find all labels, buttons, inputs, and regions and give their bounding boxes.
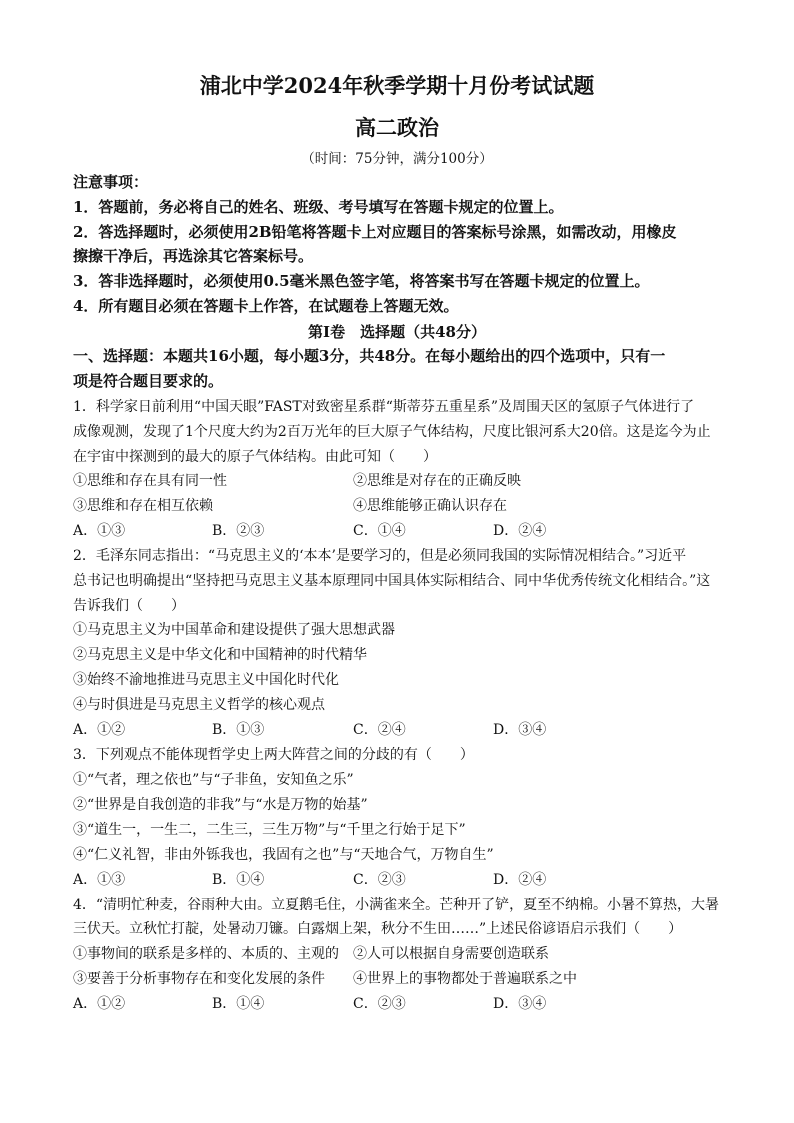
q1-choice-c: C．①④	[353, 523, 406, 539]
q2-stem-1: 2．毛泽东同志指出：“马克思主义的‘本本’是要学习的，但是必须同我国的实际情况相结合。”习近平	[73, 548, 687, 564]
q4-stem-2: 三伏天。立秋忙打靛，处暑动刀镰。白露烟上架，秋分不生田……”上述民俗谚语启示我们（ ）	[73, 921, 683, 937]
q3-statement-2: ②“世界是自我创造的非我”与“水是万物的始基”	[73, 797, 368, 813]
q2-choice-a: A．①②	[73, 722, 126, 738]
q3-statement-4: ④“仁义礼智，非由外铄我也，我固有之也”与“天地合气，万物自生”	[73, 847, 494, 863]
q1-statement-1: ①思维和存在具有同一性	[73, 473, 227, 489]
section-title: 第Ⅰ卷 选择题（共48分）	[308, 323, 486, 341]
section-intro-a: 一、选择题：本题共16小题，每小题3分，共48分。在每小题给出的四个选项中，只有一	[73, 347, 666, 365]
q4-choice-c: C．②③	[353, 996, 406, 1012]
q4-statement-3: ③要善于分析事物存在和变化发展的条件	[73, 971, 325, 987]
exam-title: 浦北中学2024年秋季学期十月份考试试题	[199, 73, 595, 98]
q3-choice-a: A．①③	[73, 872, 126, 888]
q1-choice-d: D．②④	[493, 523, 547, 539]
q3-statement-1: ①“气者，理之依也”与“子非鱼，安知鱼之乐”	[73, 772, 354, 788]
notice-line-3: 3．答非选择题时，必须使用0.5毫米黑色签字笔，将答案书写在答题卡规定的位置上。	[73, 272, 650, 290]
q1-statement-2: ②思维是对存在的正确反映	[353, 473, 521, 489]
notice-heading: 注意事项：	[73, 173, 149, 191]
q2-stem-3: 告诉我们（ ）	[73, 598, 185, 614]
q1-statement-3: ③思维和存在相互依赖	[73, 498, 213, 514]
q2-stem-2: 总书记也明确提出“坚持把马克思主义基本原理同中国具体实际相结合、同中华优秀传统文化相结合。”这	[73, 573, 711, 589]
q4-statement-2: ②人可以根据自身需要创造联系	[353, 946, 549, 962]
time-note: （时间：75分钟，满分100分）	[301, 151, 493, 167]
q2-statement-3: ③始终不渝地推进马克思主义中国化时代化	[73, 672, 339, 688]
q4-statement-4: ④世界上的事物都处于普遍联系之中	[353, 971, 577, 987]
q2-choice-c: C．②④	[353, 722, 406, 738]
q2-choice-b: B．①③	[212, 722, 265, 738]
q4-stem-1: 4．“清明忙种麦，谷雨种大由。立夏鹅毛住，小满雀来全。芒种开了铲，夏至不纳棉。小暑不算热，大暑	[73, 897, 720, 913]
q4-statement-1: ①事物间的联系是多样的、本质的、主观的	[73, 946, 339, 962]
q1-stem-3: 在宇宙中探测到的最大的原子气体结构。由此可知（ ）	[73, 449, 437, 465]
section-intro-b: 项是符合题目要求的。	[73, 372, 224, 390]
q2-statement-1: ①马克思主义为中国革命和建设提供了强大思想武器	[73, 622, 395, 638]
q3-choice-b: B．①④	[212, 872, 265, 888]
notice-line-2a: 2．答选择题时，必须使用2B铅笔将答题卡上对应题目的答案标号涂黑，如需改动，用橡皮	[73, 223, 677, 241]
q4-choice-d: D．③④	[493, 996, 547, 1012]
q4-choice-b: B．①④	[212, 996, 265, 1012]
q1-stem-1: 1．科学家日前利用“中国天眼”FAST对致密星系群“斯蒂芬五重星系”及周围天区的氢原子气体进行了	[73, 399, 695, 415]
q1-choice-a: A．①③	[73, 523, 126, 539]
q2-choice-d: D．③④	[493, 722, 547, 738]
q1-choice-b: B．②③	[212, 523, 265, 539]
subject-title: 高二政治	[355, 115, 439, 140]
notice-line-2b: 擦擦干净后，再选涂其它答案标号。	[73, 247, 314, 265]
q4-choice-a: A．①②	[73, 996, 126, 1012]
notice-line-1: 1．答题前，务必将自己的姓名、班级、考号填写在答题卡规定的位置上。	[73, 198, 564, 216]
q1-statement-4: ④思维能够正确认识存在	[353, 498, 507, 514]
q2-statement-4: ④与时俱进是马克思主义哲学的核心观点	[73, 697, 325, 713]
q3-stem-1: 3．下列观点不能体现哲学史上两大阵营之间的分歧的有（ ）	[73, 747, 474, 763]
q3-choice-d: D．②④	[493, 872, 547, 888]
q2-statement-2: ②马克思主义是中华文化和中国精神的时代精华	[73, 647, 367, 663]
q1-stem-2: 成像观测，发现了1个尺度大约为2百万光年的巨大原子气体结构，尺度比银河系大20倍。这是迄今为止	[73, 424, 711, 440]
q3-statement-3: ③“道生一，一生二，二生三，三生万物”与“千里之行始于足下”	[73, 822, 466, 838]
q3-choice-c: C．②③	[353, 872, 406, 888]
notice-line-4: 4．所有题目必须在答题卡上作答，在试题卷上答题无效。	[73, 297, 459, 315]
